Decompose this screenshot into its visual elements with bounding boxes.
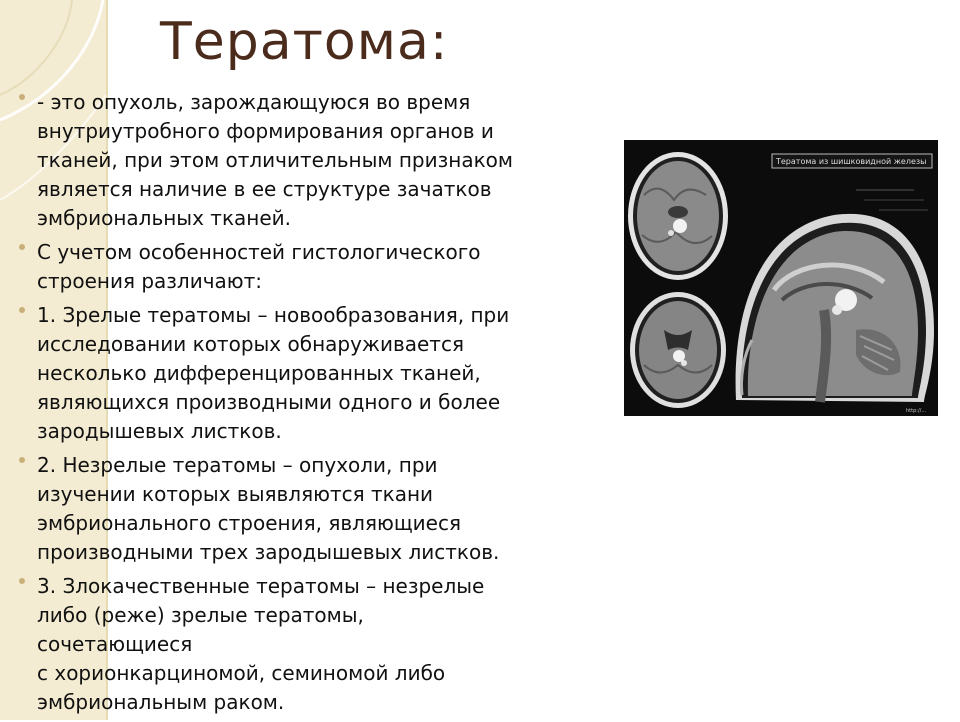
figure-credit: http://...	[906, 408, 927, 414]
bullet-item	[18, 451, 603, 567]
bullet-text-line: изучении которых выявляются ткани	[37, 482, 434, 506]
bullet-dot-icon	[19, 244, 25, 250]
bullet-text-line: несколько дифференцированных тканей,	[37, 361, 481, 385]
bullet-text-line: либо (реже) зрелые тератомы,	[37, 603, 364, 627]
slide-title: Тератома:	[160, 12, 449, 72]
bullet-text-line: 1. Зрелые тератомы – новообразования, при	[37, 303, 510, 327]
axial-slice-top	[628, 152, 728, 280]
bullet-text-line: исследовании которых обнаруживается	[37, 332, 464, 356]
bullet-dot-icon	[19, 457, 25, 463]
mri-scan-figure	[624, 140, 938, 416]
bullet-list	[18, 88, 603, 722]
bullet-text-line: производными трех зародышевых листков.	[37, 540, 500, 564]
bullet-text-line: 2. Незрелые тератомы – опухоли, при	[37, 453, 438, 477]
bullet-text-line: является наличие в ее структуре зачатков	[37, 177, 492, 201]
bullet-text-line: эмбриональных тканей.	[37, 206, 292, 230]
bullet-text-line: С учетом особенностей гистологического	[37, 240, 481, 264]
bullet-text-line: 3. Злокачественные тератомы – незрелые	[37, 574, 485, 598]
bullet-text-line: внутриутробного формирования органов и	[37, 119, 494, 143]
bullet-item	[18, 572, 603, 717]
bullet-text-line: тканей, при этом отличительным признаком	[37, 148, 513, 172]
bullet-dot-icon	[19, 94, 25, 100]
bullet-text-line: строения различают:	[37, 269, 263, 293]
bullet-item	[18, 238, 603, 296]
bullet-text-line: эмбрионального строения, являющиеся	[37, 511, 461, 535]
figure-caption: Тератома из шишковидной железы	[776, 157, 927, 166]
bullet-text-line: эмбриональным раком.	[37, 690, 285, 714]
bullet-text-line: - это опухоль, зарождающуюся во время	[37, 90, 471, 114]
bullet-dot-icon	[19, 578, 25, 584]
bullet-text-line: сочетающиеся	[37, 632, 193, 656]
bullet-dot-icon	[19, 307, 25, 313]
bullet-text-line: являющихся производными одного и более	[37, 390, 501, 414]
bullet-text-line: с хорионкарциномой, семиномой либо	[37, 661, 446, 685]
bullet-item	[18, 88, 603, 233]
bullet-text-line: зародышевых листков.	[37, 419, 282, 443]
bullet-item	[18, 301, 603, 446]
axial-slice-bottom	[630, 292, 726, 408]
